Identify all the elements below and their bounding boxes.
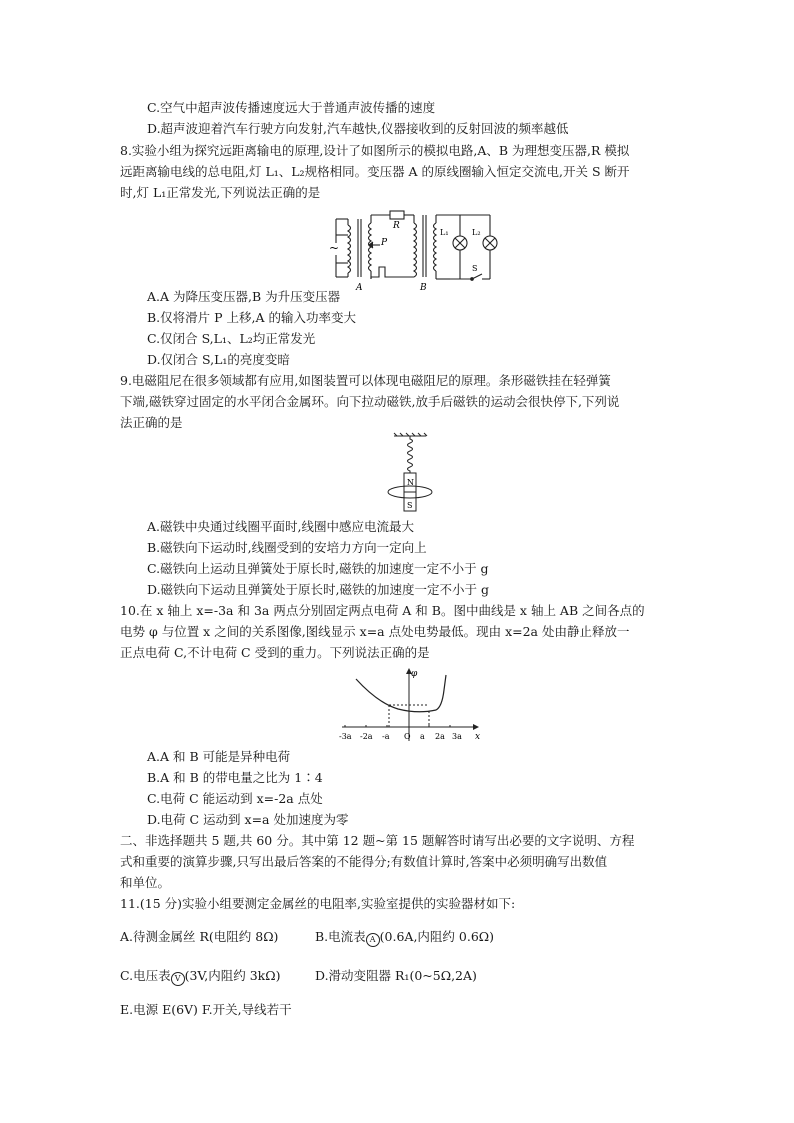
q10-potential-graph <box>338 665 488 743</box>
switch-label: S <box>472 264 478 273</box>
transformer-b-label: B <box>420 283 427 293</box>
ac-source-symbol: ~ <box>329 241 340 255</box>
q11-item-c-label: C.电压表 <box>120 968 171 983</box>
tick-label: a <box>420 732 425 741</box>
tick-label: 3a <box>452 732 462 741</box>
q10-option-d: D.电荷 C 运动到 x=a 处加速度为零 <box>147 812 349 827</box>
tick-label: -a <box>382 732 390 741</box>
x-axis-label: x <box>475 732 481 742</box>
q8-option-b: B.仅将滑片 P 上移,A 的输入功率变大 <box>147 310 356 325</box>
lamp-l1-label: L₁ <box>440 228 449 237</box>
q11-item-b-label: B.电流表 <box>315 929 366 944</box>
q11-item-d: D.滑动变阻器 R₁(0~5Ω,2A) <box>315 968 477 983</box>
q9-option-d: D.磁铁向下运动且弹簧处于原长时,磁铁的加速度一定不小于 g <box>147 582 489 597</box>
q10-stem-line3: 正点电荷 C,不计电荷 C 受到的重力。下列说法正确的是 <box>120 645 430 660</box>
q8-stem-line1: 8.实验小组为探究远距离输电的原理,设计了如图所示的模拟电路,A、B 为理想变压器,R 模拟 <box>120 143 630 158</box>
tick-label: 2a <box>435 732 445 741</box>
q10-option-a: A.A 和 B 可能是异种电荷 <box>147 749 291 764</box>
q8-option-d: D.仅闭合 S,L₁的亮度变暗 <box>147 352 290 367</box>
part2-heading-line3: 和单位。 <box>120 875 171 890</box>
lamp-l2-label: L₂ <box>472 228 481 237</box>
q11-item-e-f: E.电源 E(6V) F.开关,导线若干 <box>120 1002 292 1017</box>
q9-stem-line3: 法正确的是 <box>120 415 183 430</box>
magnet-south-label: S <box>407 501 413 510</box>
q8-option-c: C.仅闭合 S,L₁、L₂均正常发光 <box>147 331 316 346</box>
q11-stem: 11.(15 分)实验小组要测定金属丝的电阻率,实验室提供的实验器材如下: <box>120 896 516 911</box>
y-axis-label: φ <box>411 669 418 679</box>
voltmeter-icon: V <box>171 972 185 986</box>
q9-stem-line1: 9.电磁阻尼在很多领域都有应用,如图装置可以体现电磁阻尼的原理。条形磁铁挂在轻弹簧 <box>120 373 611 388</box>
q7-option-c: C.空气中超声波传播速度远大于普通声波传播的速度 <box>147 100 436 115</box>
q11-item-b <box>315 928 494 947</box>
q11-item-a: A.待测金属丝 R(电阻约 8Ω) <box>120 929 279 944</box>
q10-stem-line1: 10.在 x 轴上 x=-3a 和 3a 两点分别固定两点电荷 A 和 B。图中曲线是 x 轴上 AB 之间各点的 <box>120 603 645 618</box>
ammeter-icon: A <box>366 933 380 947</box>
tick-label: -2a <box>360 732 373 741</box>
q9-option-b: B.磁铁向下运动时,线圈受到的安培力方向一定向上 <box>147 540 427 555</box>
magnet-north-label: N <box>407 478 414 487</box>
q9-stem-line2: 下端,磁铁穿过固定的水平闭合金属环。向下拉动磁铁,放手后磁铁的运动会很快停下,下列说 <box>120 394 620 409</box>
q10-option-b: B.A 和 B 的带电量之比为 1∶4 <box>147 770 323 785</box>
potential-curve <box>356 675 446 712</box>
slider-label: P <box>381 238 388 248</box>
q8-circuit-diagram <box>322 205 502 293</box>
q10-option-c: C.电荷 C 能运动到 x=-2a 点处 <box>147 791 323 806</box>
q11-item-b-spec: (0.6A,内阻约 0.6Ω) <box>379 929 495 944</box>
q11-item-c <box>120 967 280 986</box>
part2-heading-line1: 二、非选择题共 5 题,共 60 分。其中第 12 题~第 15 题解答时请写出必要的文字说明、方程 <box>120 833 635 848</box>
q7-option-d: D.超声波迎着汽车行驶方向发射,汽车越快,仪器接收到的反射回波的频率越低 <box>147 121 569 136</box>
tick-label: O <box>404 732 411 741</box>
q8-stem-line3: 时,灯 L₁正常发光,下列说法正确的是 <box>120 185 321 200</box>
resistor-label: R <box>393 221 400 231</box>
q8-stem-line2: 远距离输电线的总电阻,灯 L₁、L₂规格相同。变压器 A 的原线圈输入恒定交流电,开关 S 断开 <box>120 164 630 179</box>
transformer-a-label: A <box>356 283 363 293</box>
q9-option-a: A.磁铁中央通过线圈平面时,线圈中感应电流最大 <box>147 519 414 534</box>
part2-heading-line2: 式和重要的演算步骤,只写出最后答案的不能得分;有数值计算时,答案中必须明确写出数值 <box>120 854 608 869</box>
q9-magnet-diagram <box>378 433 440 513</box>
tick-label: -3a <box>339 732 352 741</box>
q10-stem-line2: 电势 φ 与位置 x 之间的关系图像,图线显示 x=a 点处电势最低。现由 x=2a 处由静止释放一 <box>120 624 630 639</box>
q9-option-c: C.磁铁向上运动且弹簧处于原长时,磁铁的加速度一定不小于 g <box>147 561 489 576</box>
q11-item-c-spec: (3V,内阻约 3kΩ) <box>184 968 281 983</box>
q8-option-a: A.A 为降压变压器,B 为升压变压器 <box>147 289 341 304</box>
